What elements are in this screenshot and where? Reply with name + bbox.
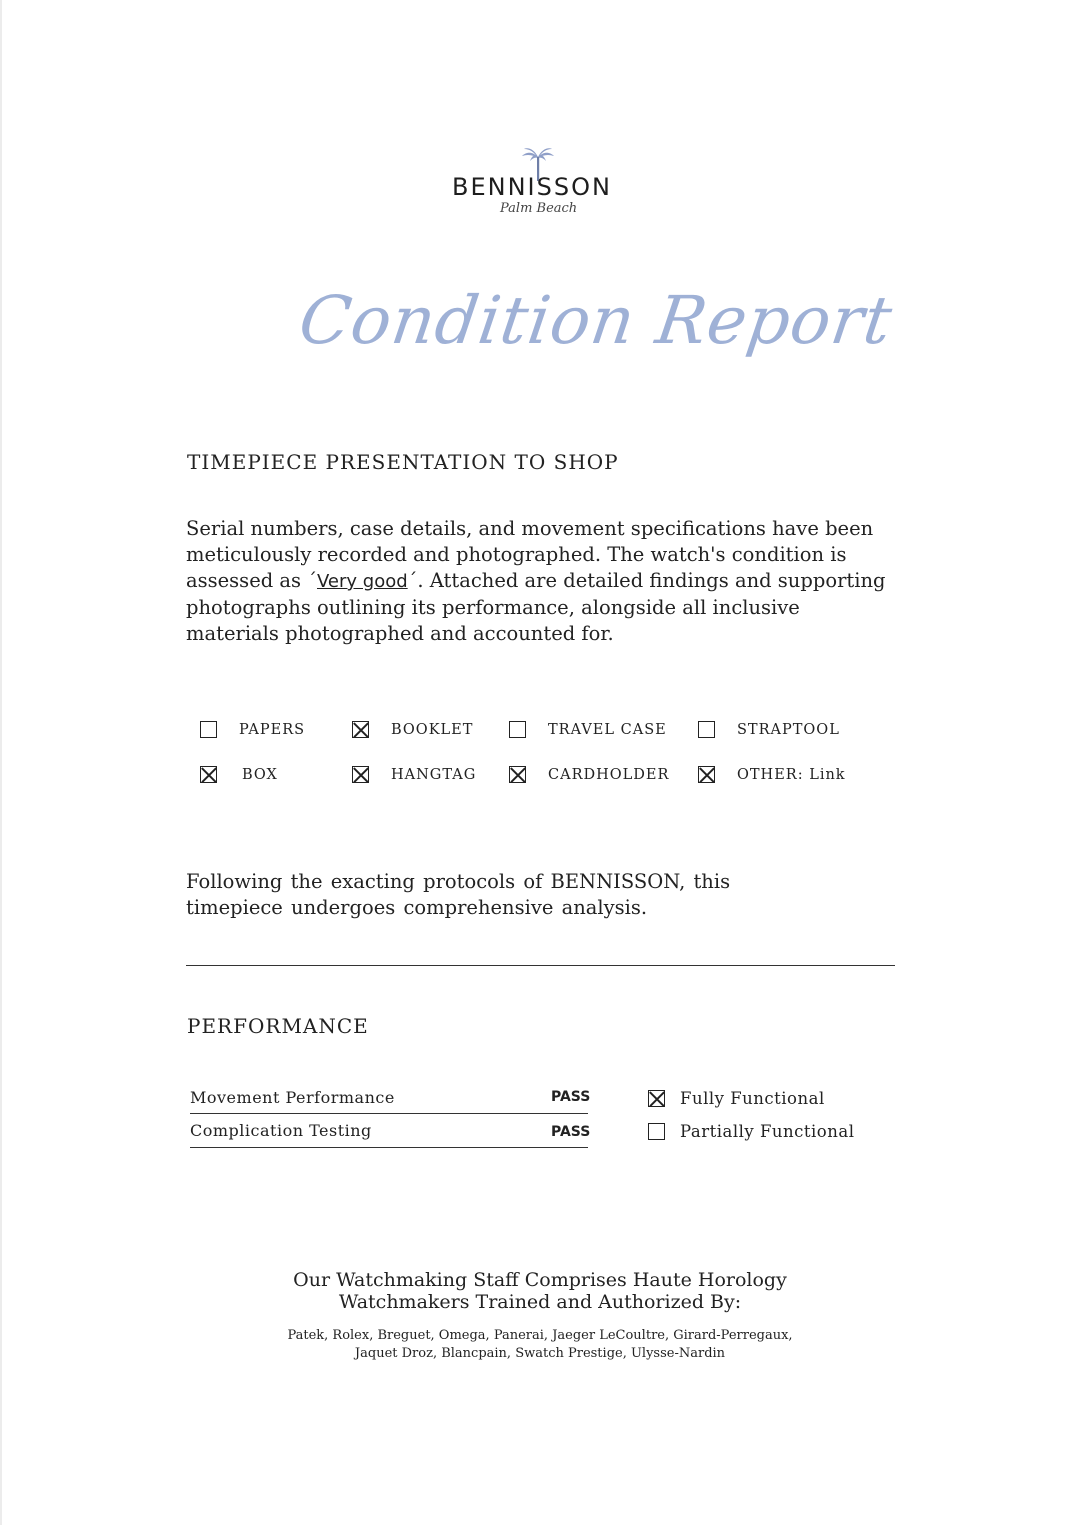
check-hangtag[interactable] — [352, 766, 476, 783]
check-label: HANGTAG — [391, 766, 477, 783]
check-label: STRAPTOOL — [737, 721, 840, 738]
check-label: TRAVEL CASE — [548, 721, 667, 738]
footer-brands — [240, 1327, 840, 1363]
protocol-paragraph: Following the exacting protocols of BENNISSON, this timepiece undergoes comprehensive analysis. — [186, 870, 731, 919]
check-label: BOOKLET — [391, 721, 474, 738]
check-label: Fully Functional — [680, 1089, 825, 1108]
footer-line-2: Watchmakers Trained and Authorized By: — [338, 1291, 742, 1313]
logo-wordmark: BENNISSON — [452, 173, 612, 201]
check-label: CARDHOLDER — [548, 766, 670, 783]
checkbox[interactable] — [698, 766, 715, 783]
check-label: Partially Functional — [680, 1122, 855, 1141]
bennisson-logo — [440, 145, 640, 225]
check-label: PAPERS — [239, 721, 306, 738]
logo-subtitle: Palm Beach — [500, 201, 578, 216]
check-box[interactable] — [200, 766, 278, 783]
check-fully-functional[interactable] — [648, 1089, 825, 1108]
check-label: BOX — [242, 766, 278, 783]
footer-line-1: Our Watchmaking Staff Comprises Haute Horology — [293, 1269, 787, 1291]
perf-row-value: PASS — [551, 1089, 591, 1105]
perf-row-rule — [190, 1147, 588, 1148]
paragraph-text-before: Serial numbers, case details, and movement specifications have been meticulously recorded and photographed. The watch's condition is assessed as ´ — [186, 517, 874, 592]
perf-row-label: Movement Performance — [190, 1088, 395, 1107]
perf-row-label: Complication Testing — [190, 1121, 372, 1140]
check-travel-case[interactable] — [509, 721, 667, 738]
condition-value: Very good — [317, 571, 408, 592]
check-papers[interactable] — [200, 721, 305, 738]
footer-heading — [240, 1269, 840, 1313]
checkbox[interactable] — [698, 721, 715, 738]
report-title: Condition Report — [294, 282, 898, 359]
check-straptool[interactable] — [698, 721, 840, 738]
checkbox[interactable] — [509, 766, 526, 783]
presentation-heading: TIMEPIECE PRESENTATION TO SHOP — [187, 450, 619, 474]
check-cardholder[interactable] — [509, 766, 669, 783]
perf-row-rule — [190, 1113, 588, 1114]
checkbox[interactable] — [352, 766, 369, 783]
performance-heading: PERFORMANCE — [187, 1014, 369, 1038]
checkbox[interactable] — [200, 766, 217, 783]
checkbox[interactable] — [200, 721, 217, 738]
brands-line-1: Patek, Rolex, Breguet, Omega, Panerai, Jaeger LeCoultre, Girard-Perregaux, — [287, 1328, 793, 1343]
check-booklet[interactable] — [352, 721, 473, 738]
checkbox[interactable] — [648, 1123, 665, 1140]
checkbox[interactable] — [648, 1090, 665, 1107]
check-other[interactable] — [698, 766, 846, 783]
perf-row-value: PASS — [551, 1124, 591, 1140]
check-partially-functional[interactable] — [648, 1122, 854, 1141]
presentation-paragraph — [186, 516, 886, 647]
checkbox[interactable] — [509, 721, 526, 738]
brands-line-2: Jaquet Droz, Blancpain, Swatch Prestige, Ulysse-Nardin — [354, 1346, 726, 1361]
check-label: OTHER: Link — [737, 766, 846, 783]
paragraph-text-after: ´. Attached are detailed findings and supporting photographs outlining its performance, alongside all inclusive materials photographed and accounted for. — [186, 569, 886, 645]
checkbox[interactable] — [352, 721, 369, 738]
divider — [186, 965, 895, 966]
